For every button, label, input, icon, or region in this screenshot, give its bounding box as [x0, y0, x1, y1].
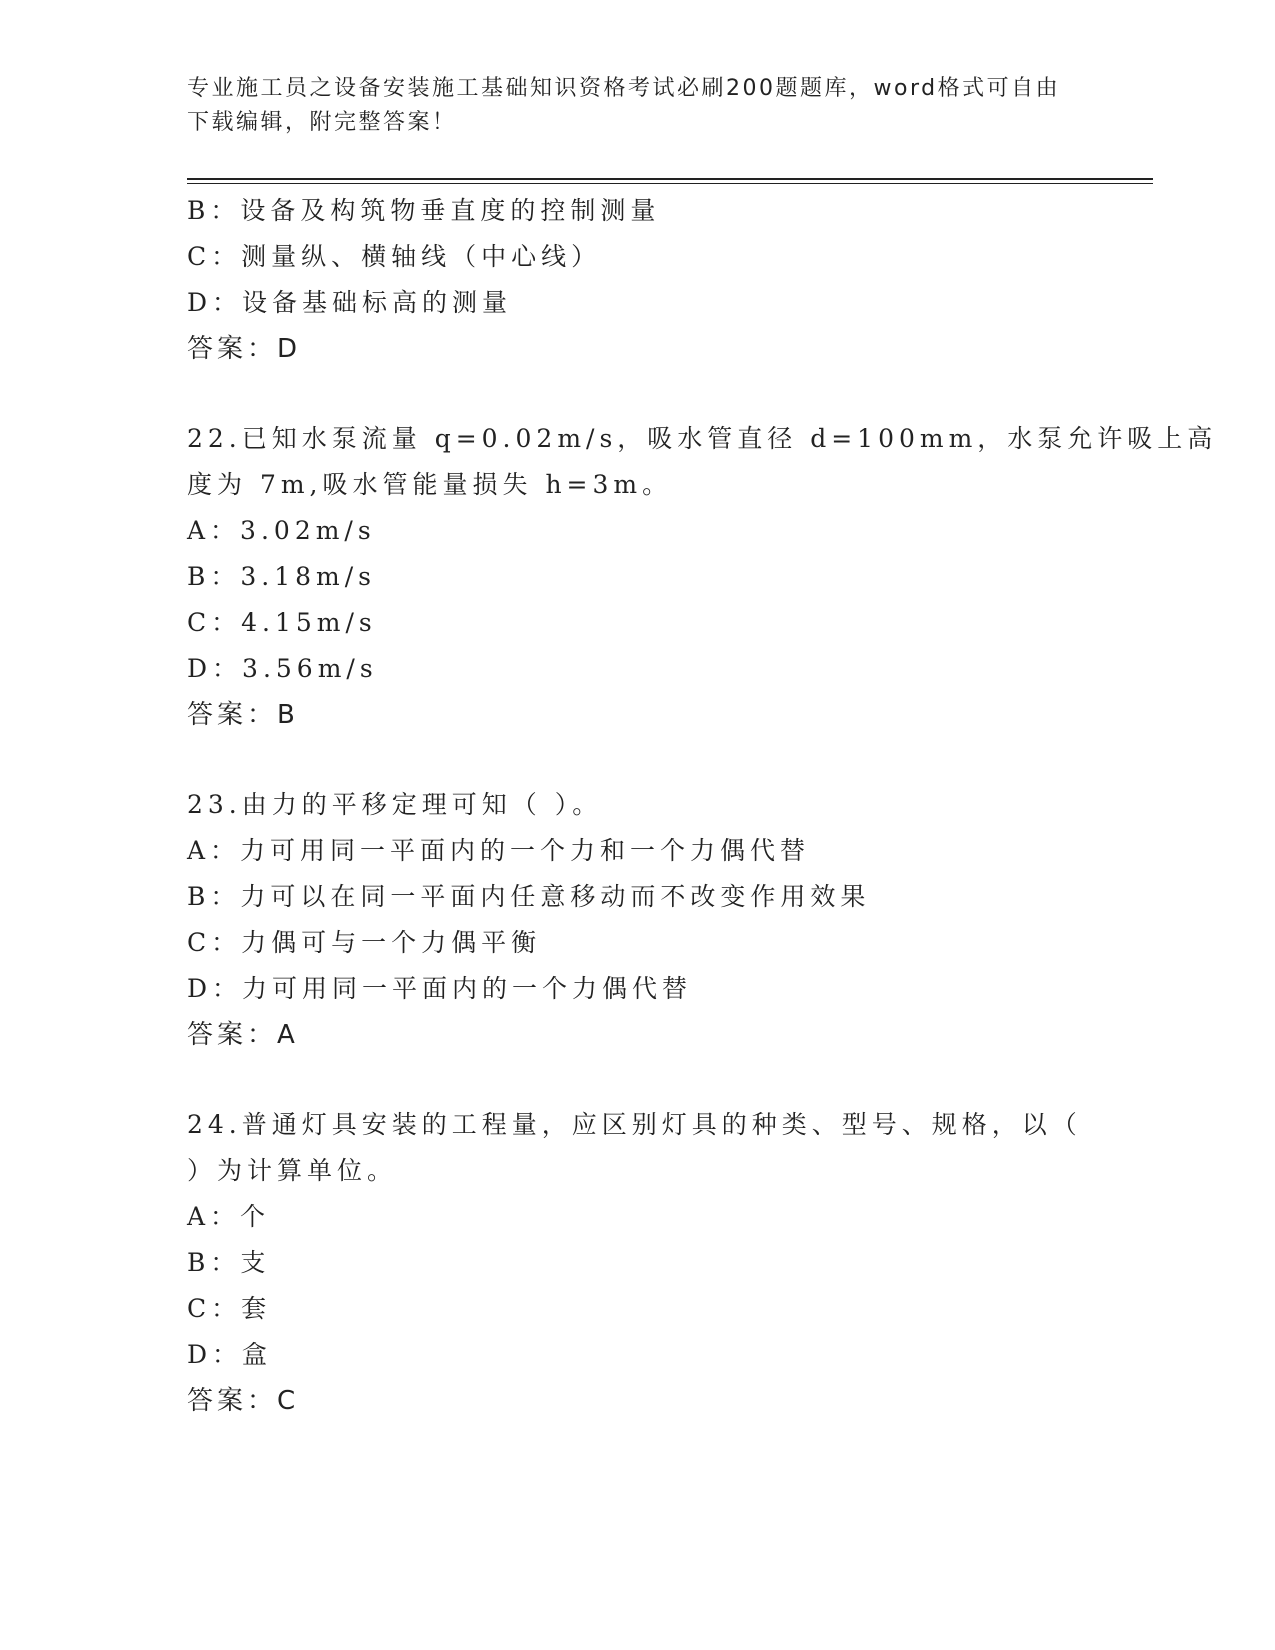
question-stem-line-2: ）为计算单位。: [187, 1156, 398, 1185]
option-c: C：套: [187, 1294, 272, 1323]
option-d: D：设备基础标高的测量: [187, 288, 513, 317]
spacer: [187, 372, 1087, 416]
answer-line: 答案：B: [187, 700, 299, 730]
header-line-1: 专业施工员之设备安装施工基础知识资格考试必刷200题题库，word格式可自由: [187, 76, 1061, 101]
header-divider-thick: [187, 178, 1153, 180]
question-stem-line-1: 24.普通灯具安装的工程量，应区别灯具的种类、型号、规格，以（: [187, 1110, 1082, 1139]
question-22: [187, 416, 1218, 738]
question-21-tail: [187, 188, 1087, 372]
answer-line: 答案：C: [187, 1386, 300, 1416]
option-a: A：力可用同一平面内的一个力和一个力偶代替: [187, 836, 811, 865]
option-d: D：3.56m/s: [187, 654, 378, 683]
question-stem-line-2: 度为 7m,吸水管能量损失 h=3m。: [187, 470, 673, 499]
spacer: [187, 738, 1087, 782]
document-header: [187, 72, 1077, 140]
option-c: C：4.15m/s: [187, 608, 377, 637]
answer-line: 答案：D: [187, 334, 302, 364]
spacer: [187, 1058, 1087, 1102]
option-b: B：3.18m/s: [187, 562, 376, 591]
answer-line: 答案：A: [187, 1020, 299, 1050]
option-b: B：支: [187, 1248, 271, 1277]
question-23: [187, 782, 1087, 1058]
option-b: B：力可以在同一平面内任意移动而不改变作用效果: [187, 882, 871, 911]
option-d: D：力可用同一平面内的一个力偶代替: [187, 974, 693, 1003]
header-divider-thin: [187, 183, 1153, 184]
option-d: D：盒: [187, 1340, 273, 1369]
option-b: B：设备及构筑物垂直度的控制测量: [187, 196, 661, 225]
header-line-2: 下载编辑，附完整答案！: [187, 110, 457, 135]
question-24: [187, 1102, 1087, 1424]
question-list: [187, 188, 1218, 1424]
question-stem-line-1: 23.由力的平移定理可知（ ）。: [187, 790, 603, 819]
question-stem-line-1: 22.已知水泵流量 q=0.02m/s，吸水管直径 d=100mm，水泵允许吸上高: [187, 424, 1218, 453]
option-a: A：个: [187, 1202, 271, 1231]
option-a: A：3.02m/s: [187, 516, 376, 545]
option-c: C：力偶可与一个力偶平衡: [187, 928, 542, 957]
option-c: C：测量纵、横轴线（中心线）: [187, 242, 602, 271]
